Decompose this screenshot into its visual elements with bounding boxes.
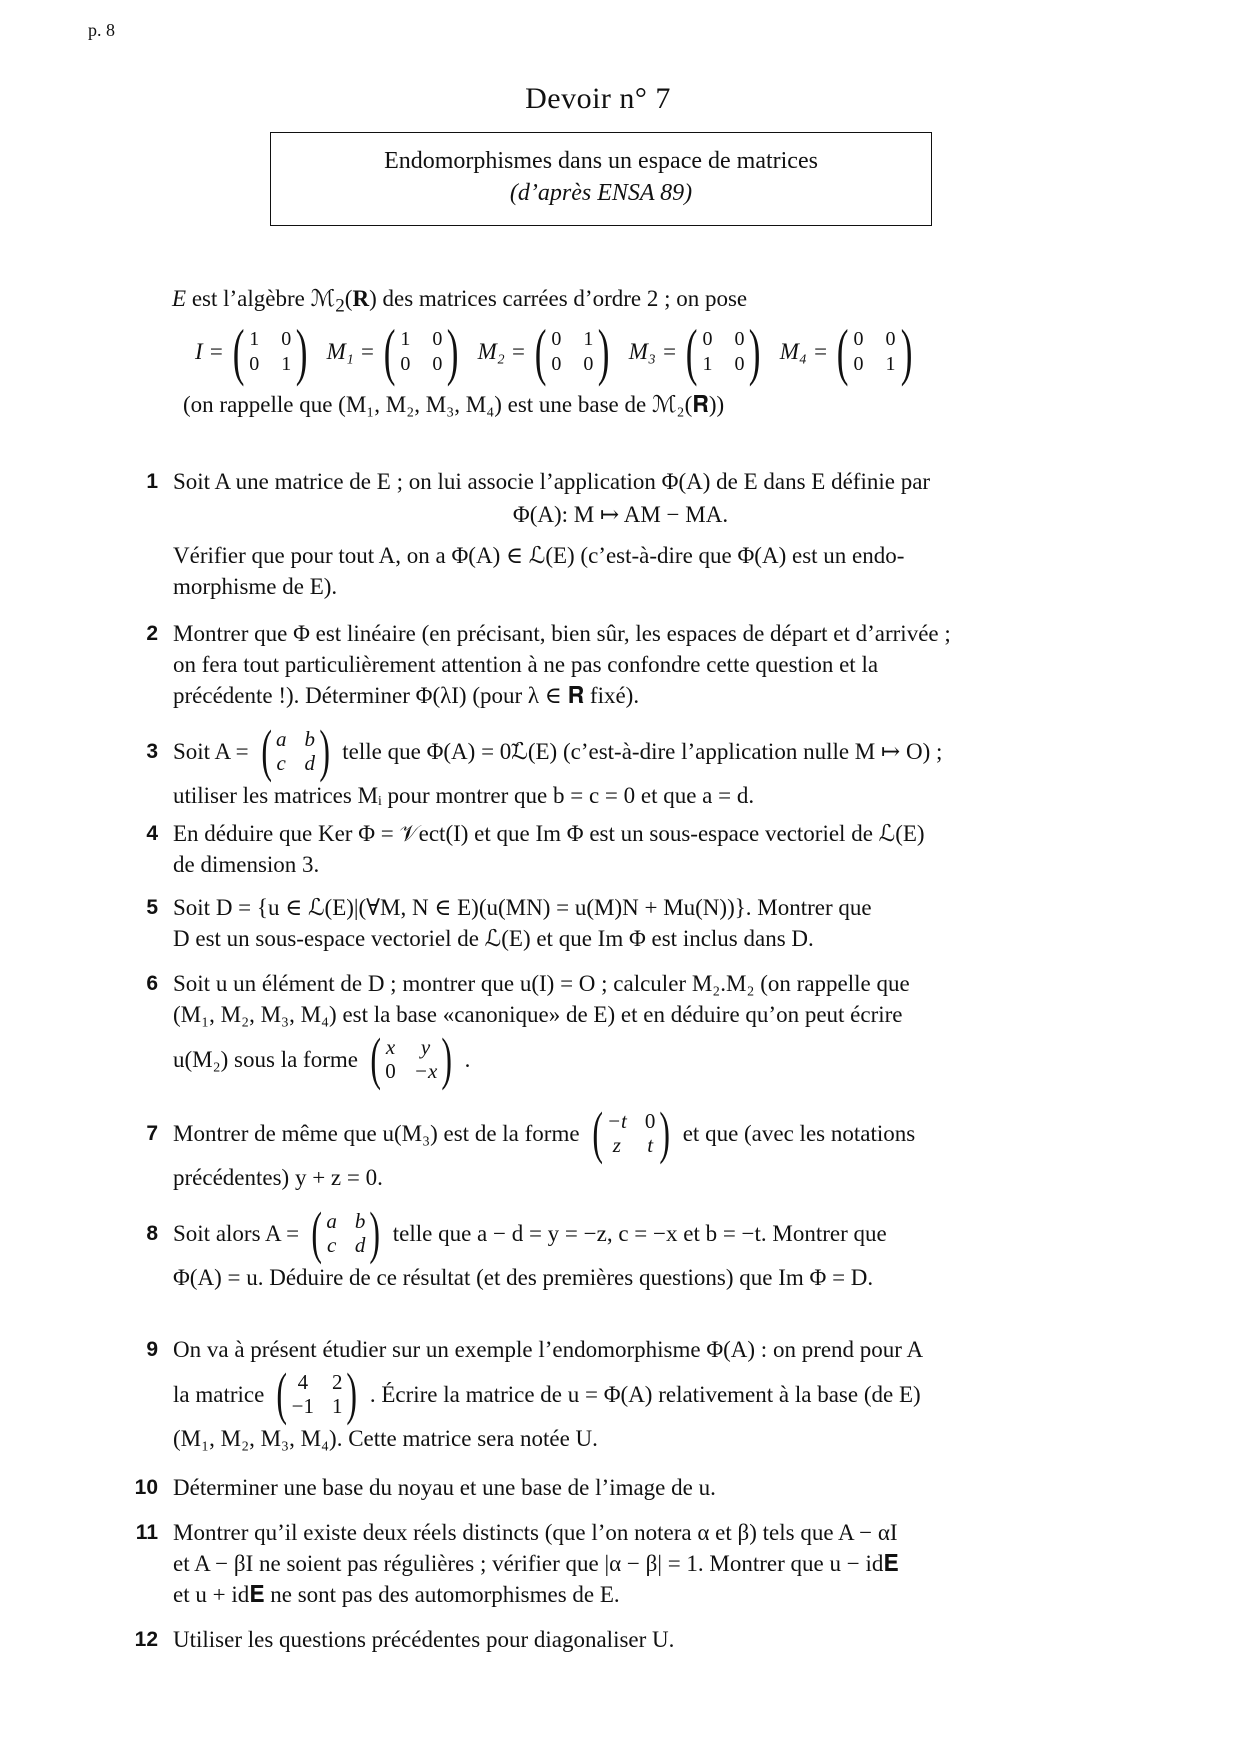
question-text: u(M₂) sous la forme (173, 1046, 358, 1072)
matrix-cell: −1 (291, 1394, 314, 1418)
basis-matrices (195, 318, 1095, 386)
matrix-cell: x (385, 1035, 396, 1059)
matrix-cell: t (647, 1133, 654, 1157)
matrix-a: ( a b c d ) (260, 718, 330, 783)
matrix-cell: 0 (734, 353, 745, 375)
matrix-cell: 0 (853, 328, 864, 350)
matrix-cell: y (420, 1035, 431, 1059)
matrix-example-a: ( 4 2 −1 1 ) (276, 1361, 358, 1426)
matrix-cell: 0 (400, 353, 411, 375)
matrix-cell: 0 (432, 328, 443, 350)
matrix-cell: a (326, 1209, 337, 1233)
matrix-label: M₄ = (779, 339, 829, 364)
matrix-u-m3: ( −t 0 z t ) (591, 1100, 671, 1165)
matrix-cell: 1 (583, 328, 594, 350)
question-number: 10 (134, 1476, 158, 1499)
matrix-cell: 0 (249, 353, 260, 375)
basis-matrix (195, 316, 313, 387)
question-text: et que (avec les notations (682, 1120, 916, 1146)
question-text: Déterminer une base du noyau et une base de l’image de u. (173, 1475, 716, 1500)
matrix-cell: 0 (432, 353, 443, 375)
basis-reminder: (on rappelle que (M₁, M₂, M₃, M₄) est une base de ℳ₂(𝐑)) (183, 392, 725, 417)
question-text: Soit alors A = (173, 1220, 300, 1246)
question-number: 12 (134, 1628, 158, 1651)
matrix-cell: 1 (249, 328, 260, 350)
question-text: Soit A une matrice de E ; on lui associe l’application Φ(A) de E dans E définie par (173, 469, 931, 494)
question-number: 2 (146, 622, 158, 645)
question-number: 9 (146, 1338, 158, 1361)
page-number: p. 8 (88, 20, 115, 40)
question-number: 4 (146, 822, 158, 845)
question-text: telle que Φ(A) = 0̃ℒ(E) (c’est-à-dire l’application nulle M ↦ O) ; (342, 738, 943, 764)
matrix-cell: 0 (702, 328, 713, 350)
basis-matrix (326, 316, 464, 387)
question-text: En déduire que Ker Φ = 𝒱ect(I) et que Im Φ est un sous-espace vectoriel de ℒ(E) (173, 821, 925, 846)
matrix-cell: −t (606, 1109, 627, 1133)
matrix-label: M₁ = (326, 339, 375, 364)
intro-var-e: E (172, 286, 187, 311)
matrix: ( 0 0 0 1 ) (836, 316, 913, 387)
question-number: 7 (146, 1122, 158, 1145)
matrix-cell: z (612, 1133, 621, 1157)
intro-line (172, 286, 747, 318)
matrix-cell: c (276, 751, 286, 775)
matrix-cell: b (354, 1209, 366, 1233)
question-text: la matrice (173, 1381, 265, 1407)
matrix-cell: 2 (331, 1370, 343, 1394)
question-text: précédentes) y + z = 0. (173, 1165, 383, 1190)
basis-matrix (628, 316, 766, 387)
intro-reals: R (352, 286, 370, 311)
matrix-label: M₃ = (628, 339, 678, 364)
question-number: 5 (146, 896, 158, 919)
question-text: et u + id𝐄 ne sont pas des automorphismes de E. (173, 1582, 620, 1607)
question-number: 3 (146, 740, 158, 763)
question-text: Soit D = {u ∈ ℒ(E)|(∀M, N ∈ E)(u(MN) = u(M)N + Mu(N))}. Montrer que (173, 895, 872, 920)
page-title: Devoir n° 7 (525, 82, 671, 115)
matrix-cell: c (326, 1233, 337, 1257)
matrix-cell: 1 (400, 328, 411, 350)
question-text: Montrer qu’il existe deux réels distincts (que l’on notera α et β) tels que A − αI (173, 1520, 898, 1545)
intro-algebra-symbol: ℳ (310, 286, 336, 311)
matrix-cell: 0 (583, 353, 594, 375)
matrix-cell: 0 (734, 328, 745, 350)
matrix-cell: 0 (885, 328, 896, 350)
question-number: 8 (146, 1222, 158, 1245)
matrix-cell: 1 (281, 353, 292, 375)
question-text: Soit A = (173, 738, 249, 764)
intro-text-2: ) des matrices carrées d’ordre 2 ; on pose (369, 286, 748, 311)
matrix-cell: 0 (385, 1059, 396, 1083)
matrix-cell: 4 (297, 1370, 309, 1394)
question-formula: Φ(A): M ↦ AM − MA. (512, 502, 729, 527)
question-text: (M₁, M₂, M₃, M₄). Cette matrice sera notée U. (173, 1426, 598, 1451)
matrix-cell: d (354, 1233, 366, 1257)
subtitle-box (270, 132, 932, 226)
question-text: Φ(A) = u. Déduire de ce résultat (et des premières questions) que Im Φ = D. (173, 1265, 874, 1290)
matrix-cell: 0 (644, 1109, 656, 1133)
basis-matrix (477, 316, 615, 387)
question-text: Montrer que Φ est linéaire (en précisant, bien sûr, les espaces de départ et d’arrivée ; (173, 621, 951, 646)
question-text: et A − βI ne soient pas régulières ; vérifier que |α − β| = 1. Montrer que u − id𝐄 (173, 1551, 899, 1576)
matrix-cell: 1 (885, 353, 896, 375)
matrix-cell: 1 (702, 353, 713, 375)
matrix-a: ( a b c d ) (311, 1200, 381, 1265)
question-text: (M₁, M₂, M₃, M₄) est la base «canonique» de E) et en déduire qu’on peut écrire (173, 1002, 903, 1027)
question-text: Montrer de même que u(M₃) est de la forme (173, 1120, 580, 1146)
question-text: Utiliser les questions précédentes pour diagonaliser U. (173, 1627, 675, 1652)
matrix-label: I = (195, 339, 224, 364)
matrix-cell: 0 (281, 328, 292, 350)
question-text: Soit u un élément de D ; montrer que u(I) = O ; calculer M₂.M₂ (on rappelle que (173, 971, 910, 996)
matrix-cell: b (304, 727, 315, 751)
matrix: ( 1 0 0 0 ) (383, 316, 459, 387)
question-number: 11 (135, 1521, 158, 1544)
matrix-cell: −x (413, 1059, 438, 1083)
basis-matrix (779, 316, 917, 387)
question-number: 6 (146, 972, 158, 995)
matrix-label: M₂ = (477, 339, 527, 364)
subtitle: Endomorphismes dans un espace de matrices (384, 148, 818, 174)
matrix: ( 0 1 0 0 ) (534, 316, 610, 387)
question-text: D est un sous-espace vectoriel de ℒ(E) et que Im Φ est inclus dans D. (173, 926, 814, 951)
question-text: telle que a − d = y = −z, c = −x et b = −t. Montrer que (392, 1220, 887, 1246)
matrix-u-m2: ( x y 0 −x ) (370, 1026, 453, 1091)
question-text: On va à présent étudier sur un exemple l’endomorphisme Φ(A) : on prend pour A (173, 1337, 924, 1362)
matrix-cell: 1 (331, 1394, 343, 1418)
question-text: . (464, 1046, 471, 1072)
matrix-cell: d (304, 751, 315, 775)
intro-text-1: est l’algèbre (186, 286, 311, 311)
question-text: utiliser les matrices Mᵢ pour montrer que b = c = 0 et que a = d. (173, 783, 755, 808)
matrix-cell: 0 (551, 328, 562, 350)
matrix-cell: a (275, 727, 287, 751)
question-text: de dimension 3. (173, 852, 320, 877)
question-number: 1 (146, 470, 158, 493)
question-text: on fera tout particulièrement attention à ne pas confondre cette question et la (173, 652, 879, 677)
question-text: morphisme de E). (173, 574, 338, 599)
intro-subscript: 2 (335, 295, 345, 317)
matrix: ( 1 0 0 1 ) (232, 316, 308, 387)
question-text: Vérifier que pour tout A, on a Φ(A) ∈ ℒ(E) (c’est-à-dire que Φ(A) est un endo- (173, 543, 905, 568)
question-text: précédente !). Déterminer Φ(λI) (pour λ ∈ 𝐑 fixé). (173, 683, 640, 708)
matrix-cell: 0 (551, 353, 562, 375)
matrix: ( 0 0 1 0 ) (685, 316, 761, 387)
intro-paren-open: ( (344, 286, 353, 311)
question-text: . Écrire la matrice de u = Φ(A) relativement à la base (de E) (369, 1381, 921, 1407)
subtitle-source: (d’après ENSA 89) (509, 180, 693, 206)
matrix-cell: 0 (853, 353, 864, 375)
